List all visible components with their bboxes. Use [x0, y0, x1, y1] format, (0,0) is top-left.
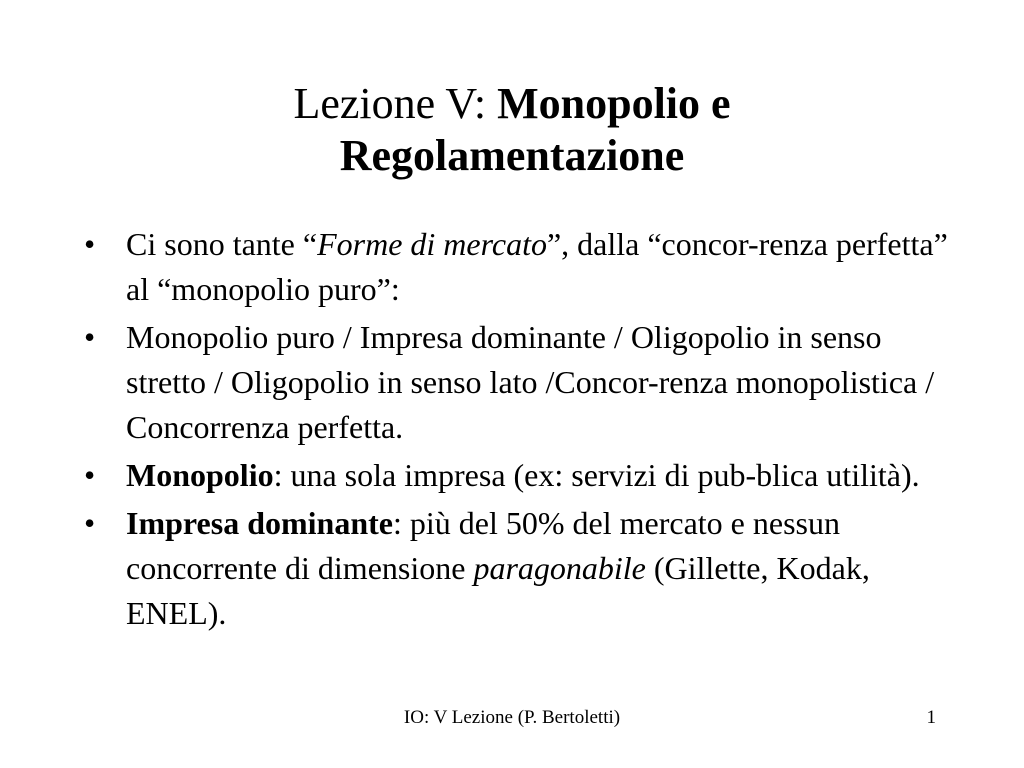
- slide-title: [0, 78, 1024, 182]
- text-run: Ci sono tante “: [126, 226, 318, 262]
- bullet-marker: •: [84, 505, 96, 541]
- bullet-item-market-forms-list: [84, 315, 954, 450]
- footer-text: IO: V Lezione (P. Bertoletti): [403, 707, 621, 728]
- bullet-item-impresa-dominante: [84, 501, 954, 636]
- text-run: : più del 50% del mercato e nessun concorrente di dimensione: [126, 505, 848, 586]
- bullet-marker: •: [84, 319, 96, 355]
- bullet-text: [126, 457, 920, 493]
- bullet-text: [126, 505, 878, 631]
- bullet-text: [126, 319, 942, 445]
- text-run-bold: Impresa dominante: [126, 505, 393, 541]
- title-prefix: Lezione V:: [293, 79, 498, 128]
- bullet-text: [126, 226, 956, 307]
- title-bold-line1: Monopolio e: [497, 79, 731, 128]
- bullet-item-monopolio: [84, 453, 954, 498]
- text-run-italic: Forme di mercato: [317, 226, 547, 262]
- text-run: ”, dalla “concor-renza perfetta” al “monopolio puro”:: [126, 226, 956, 307]
- text-run: : una sola impresa (ex: servizi di pub-blica utilità).: [273, 457, 920, 493]
- bullet-list: [84, 222, 954, 639]
- bullet-marker: •: [84, 457, 96, 493]
- text-run-bold: Monopolio: [126, 457, 274, 493]
- bullet-marker: •: [84, 226, 96, 262]
- page-number: 1: [926, 707, 936, 728]
- text-run: Monopolio puro / Impresa dominante / Oligopolio in senso stretto / Oligopolio in senso lato /Concor-renza monopolistica / Concorrenza perfetta.: [126, 319, 943, 445]
- text-run: (Gillette, Kodak, ENEL).: [126, 550, 878, 631]
- bullet-item-forme-di-mercato: [84, 222, 954, 312]
- title-bold-line2: Regolamentazione: [339, 131, 685, 180]
- text-run-italic: paragonabile: [473, 550, 646, 586]
